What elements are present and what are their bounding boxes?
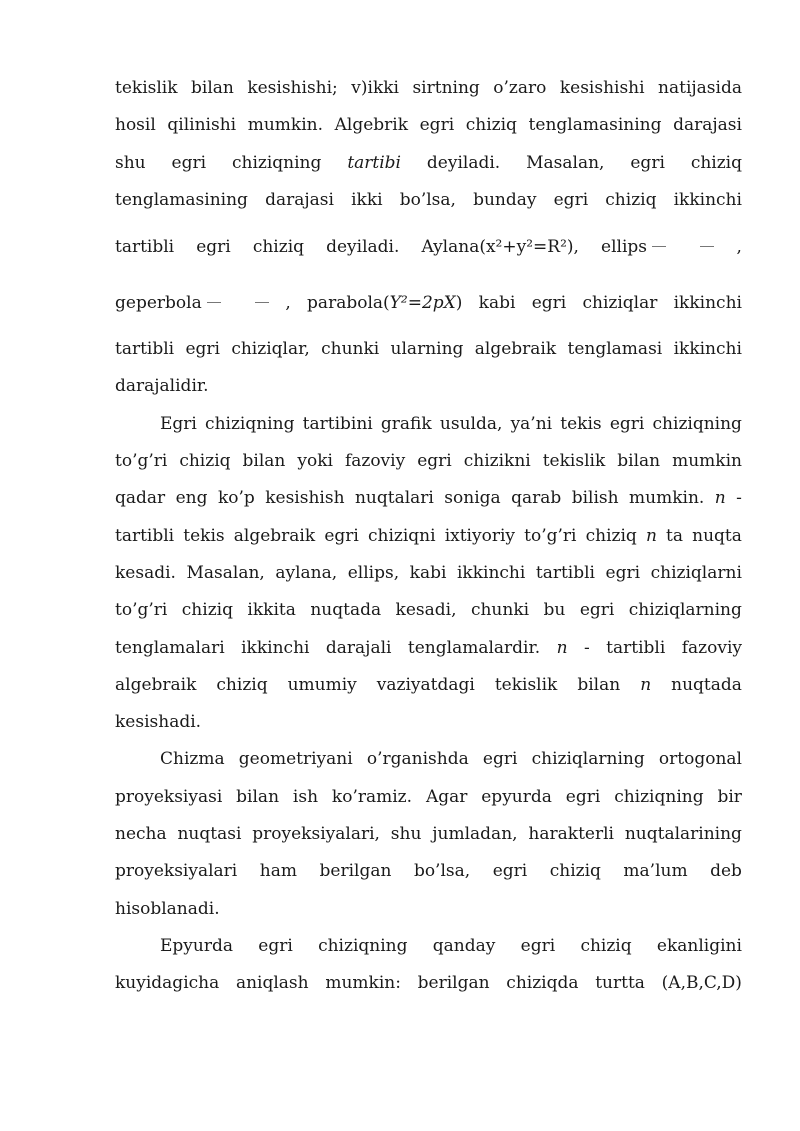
word: vaziyatdagi: [376, 674, 475, 695]
word: umumiy: [287, 674, 357, 695]
text-line: [115, 480, 742, 517]
word: chiziq: [580, 935, 632, 956]
word: harakterli: [528, 824, 614, 845]
word: proyeksiyalari,: [252, 824, 380, 845]
word: ham: [259, 861, 297, 882]
document-page: [115, 70, 742, 1003]
word: ellips,: [347, 562, 400, 583]
word: hisoblanadi.: [115, 898, 220, 919]
word: chiziqning: [231, 152, 322, 173]
word: mumkin:: [325, 973, 401, 994]
word: darajalidir.: [115, 376, 209, 397]
word: -: [583, 637, 590, 658]
variable: n: [645, 525, 657, 546]
word: ikkinchi: [241, 637, 310, 658]
word: ixtiyoriy: [444, 525, 515, 546]
word: chiziqlar: [582, 293, 658, 314]
word: darajasi: [265, 189, 334, 210]
word: berilgan: [417, 973, 490, 994]
word: chunki: [321, 339, 380, 360]
parabola-equation: [307, 275, 462, 331]
word: ): [455, 293, 463, 314]
word: tartibli: [115, 339, 175, 360]
word: egri: [565, 786, 601, 807]
word: geperbola: [115, 293, 202, 314]
word: mumkin.: [247, 115, 323, 136]
formula: Y²=2pX: [389, 293, 456, 314]
word: chiziq: [179, 451, 231, 472]
word: egri: [605, 562, 641, 583]
word: egri: [492, 861, 528, 882]
word: ko’ramiz.: [331, 786, 413, 807]
word: egri: [520, 935, 556, 956]
text-line: [115, 182, 742, 219]
word: grafik: [380, 413, 432, 434]
word: aylana,: [275, 562, 338, 583]
word: bilish: [571, 488, 619, 509]
word: bir: [717, 786, 742, 807]
word: turtta: [595, 973, 645, 994]
word: chiziqda: [506, 973, 579, 994]
word: egri: [171, 152, 207, 173]
word: fazoviy: [681, 637, 742, 658]
word: egri: [553, 189, 589, 210]
word: ekanligini: [656, 935, 742, 956]
word: chiziq: [585, 525, 637, 546]
word: ortogonal: [658, 749, 742, 770]
word: bunday: [473, 189, 537, 210]
word: ,: [736, 237, 742, 258]
word: Epyurda: [160, 935, 233, 956]
word: bilan: [236, 786, 280, 807]
word: jumladan,: [432, 824, 518, 845]
word: tartibli: [115, 525, 175, 546]
word: tekis: [183, 525, 225, 546]
word: tenglamalari: [115, 637, 225, 658]
word: chiziq: [252, 237, 305, 258]
word: ikkinchi: [673, 189, 742, 210]
text-line: [115, 219, 742, 275]
word: ikkinchi: [673, 339, 742, 360]
word: bilan: [617, 451, 661, 472]
word: shu: [115, 152, 146, 173]
word: hosil: [115, 115, 156, 136]
text-line: [115, 592, 742, 629]
word: ish: [292, 786, 319, 807]
word: v)ikki: [351, 78, 399, 98]
word: tartibli: [115, 237, 175, 258]
word: egri: [419, 115, 455, 136]
word: chiziq: [216, 674, 268, 695]
word: chiziq: [690, 152, 742, 173]
word: darajali: [325, 637, 392, 658]
text-line: [115, 70, 742, 107]
text-line: [115, 107, 742, 144]
word: deyiladi.: [426, 152, 501, 173]
word: bo’lsa,: [413, 861, 471, 882]
word: ellips: [601, 237, 648, 258]
word: egri: [417, 451, 452, 472]
word: chiziqlarni: [650, 562, 742, 583]
text-line: [115, 816, 742, 853]
word: bu: [543, 600, 566, 621]
word: ikki: [351, 189, 383, 210]
word: egri: [258, 935, 293, 956]
word: o’rganishda: [366, 749, 469, 770]
text-line: [115, 145, 742, 182]
word: tenglamalardir.: [407, 637, 541, 658]
text-line: [115, 853, 742, 890]
word: kabi: [478, 293, 516, 314]
word: qanday: [432, 935, 496, 956]
word: chiziqning: [614, 786, 704, 807]
word: kesishadi.: [115, 712, 202, 733]
word: ikkinchi: [673, 293, 742, 314]
text-line: [115, 928, 742, 965]
word: ,: [285, 293, 291, 314]
word: ularning: [390, 339, 464, 360]
word: Egri: [160, 413, 197, 434]
word: -: [736, 488, 742, 509]
word: qilinishi: [167, 115, 237, 136]
word: nuqtasi: [177, 824, 242, 845]
word: fazoviy: [344, 451, 406, 472]
word: ta: [666, 525, 683, 546]
word: chiziqning: [205, 413, 295, 434]
word: darajasi: [673, 115, 742, 136]
word: Masalan,: [526, 152, 605, 173]
word: tekislik: [494, 674, 558, 695]
word: kesadi,: [395, 600, 457, 621]
word: kesishishi: [559, 78, 645, 98]
word: nuqtada: [310, 600, 382, 621]
text-line: [115, 891, 742, 928]
variable: n: [556, 637, 568, 658]
word: aniqlash: [235, 973, 309, 994]
word: chiziqlar,: [231, 339, 310, 360]
word: tekis: [560, 413, 602, 434]
text-line: [115, 630, 742, 667]
variable: n: [714, 488, 726, 509]
word: Agar: [425, 786, 468, 807]
word: eng: [175, 488, 208, 509]
word: egri: [609, 413, 645, 434]
word: epyurda: [481, 786, 552, 807]
word: egri: [531, 293, 567, 314]
text-line: [115, 518, 742, 555]
word: proyeksiyasi: [115, 786, 223, 807]
word: qarab: [511, 488, 562, 509]
word: to’g’ri: [115, 600, 168, 621]
word: tenglamasining: [528, 115, 662, 136]
word: nuqta: [692, 525, 742, 546]
word: mumkin.: [629, 488, 705, 509]
word: qadar: [115, 488, 166, 509]
word: algebraik: [115, 674, 197, 695]
word: berilgan: [319, 861, 392, 882]
word: egri: [579, 600, 615, 621]
word: tartibli: [606, 637, 666, 658]
word: ya’ni: [510, 413, 553, 434]
word: (A,B,C,D): [661, 973, 742, 994]
word: bilan: [577, 674, 621, 695]
text-line: [115, 704, 742, 741]
word: bilan: [242, 451, 286, 472]
word: kuyidagicha: [115, 973, 220, 994]
text-line: [115, 275, 742, 331]
word: proyeksiyalari: [115, 861, 238, 882]
text-line: [115, 443, 742, 480]
word: chiziqni: [367, 525, 436, 546]
word: chiziqlarning: [628, 600, 742, 621]
word: Masalan,: [186, 562, 265, 583]
word: chiziqlarning: [531, 749, 645, 770]
variable: n: [640, 674, 652, 695]
text-line: [115, 368, 742, 405]
word: to’g’ri: [524, 525, 577, 546]
word: chiziq: [605, 189, 657, 210]
word: bilan: [191, 78, 234, 98]
word: algebraik: [233, 525, 316, 546]
word: egri: [482, 749, 518, 770]
text-line: [115, 965, 742, 1002]
word: yoki: [297, 451, 333, 472]
word: [601, 219, 714, 275]
word: chiziq: [549, 861, 601, 882]
word: natijasida: [658, 78, 742, 98]
word: kabi: [409, 562, 447, 583]
word: chiziq: [181, 600, 233, 621]
word: geometriyani: [238, 749, 353, 770]
word: nuqtada: [671, 674, 742, 695]
text-line: [115, 331, 742, 368]
word: egri: [185, 339, 220, 360]
circle-equation: Aylana(x²+y²=R²),: [421, 237, 579, 258]
word: shu: [390, 824, 422, 845]
word: ikkita: [247, 600, 296, 621]
word: algebraik: [474, 339, 557, 360]
word: nuqtalarining: [624, 824, 742, 845]
word: necha: [115, 824, 167, 845]
word: chizikni: [463, 451, 531, 472]
word: deyiladi.: [326, 237, 400, 258]
word: sirtning: [412, 78, 480, 98]
emphasized-term: tartibi: [347, 152, 401, 173]
word: parabola(: [307, 293, 390, 314]
word: chunki: [470, 600, 530, 621]
word: deb: [710, 861, 742, 882]
word: nuqtalari: [354, 488, 434, 509]
word: tartibli: [535, 562, 595, 583]
word: Chizma: [160, 749, 225, 770]
word: egri: [196, 237, 231, 258]
word: soniga: [444, 488, 501, 509]
text-line: [115, 741, 742, 778]
word: kesishish: [265, 488, 345, 509]
word: usulda,: [439, 413, 503, 434]
word: tartibini: [302, 413, 373, 434]
word: tenglamasi: [567, 339, 663, 360]
word: ikkinchi: [456, 562, 526, 583]
word: chiziqning: [652, 413, 742, 434]
word: to’g’ri: [115, 451, 168, 472]
word: chiziqning: [318, 935, 408, 956]
word: tekislik: [115, 78, 178, 98]
text-line: [115, 779, 742, 816]
word: [115, 275, 269, 331]
word: tekislik: [542, 451, 606, 472]
word: ma’lum: [623, 861, 688, 882]
word: egri: [630, 152, 665, 173]
text-line: [115, 406, 742, 443]
word: mumkin: [672, 451, 742, 472]
word: kesishishi;: [247, 78, 338, 98]
word: egri: [324, 525, 359, 546]
word: chiziq: [465, 115, 517, 136]
word: o’zaro: [493, 78, 547, 98]
text-line: [115, 555, 742, 592]
word: bo’lsa,: [399, 189, 456, 210]
word: Algebrik: [334, 115, 409, 136]
word: kesadi.: [115, 562, 176, 583]
text-line: [115, 667, 742, 704]
word: ko’p: [217, 488, 255, 509]
word: tenglamasining: [115, 189, 248, 210]
